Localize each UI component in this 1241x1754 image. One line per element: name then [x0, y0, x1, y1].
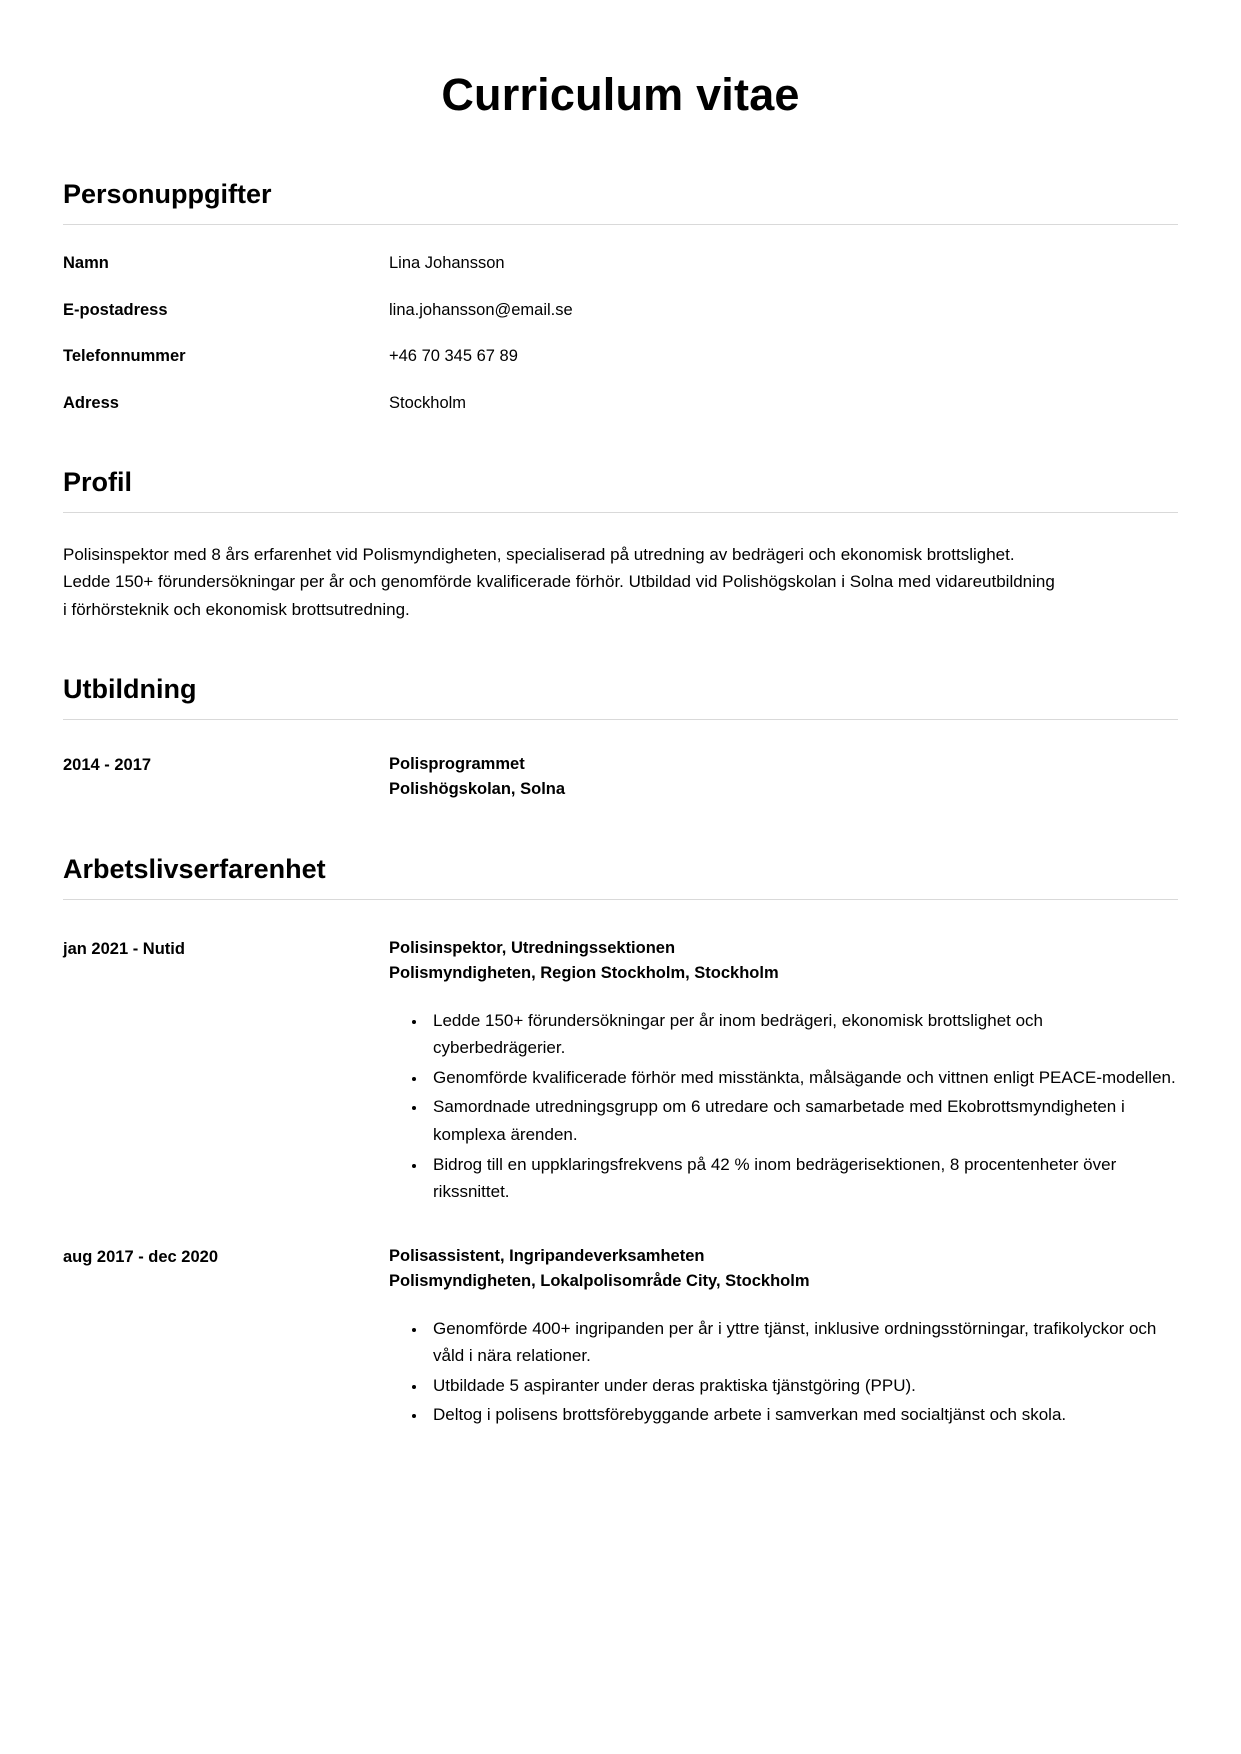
- section-divider: [63, 224, 1178, 225]
- entry-institution: Polishögskolan, Solna: [389, 780, 566, 799]
- entry-date: jan 2021 - Nutid: [63, 939, 185, 958]
- section-profile: [63, 466, 1178, 623]
- entry-body: [389, 1244, 1178, 1431]
- entry-body: [389, 936, 1178, 1208]
- list-item: • Samordnade utredningsgrupp om 6 utredare och samarbetade med Ekobrottsmyndigheten i komplexa ärenden.: [427, 1093, 1178, 1148]
- detail-value: Stockholm: [389, 394, 467, 412]
- entry-title: Polisprogrammet: [389, 754, 525, 773]
- section-divider: [63, 899, 1178, 900]
- entry-date: aug 2017 - dec 2020: [63, 1247, 219, 1266]
- list-item: • Utbildade 5 aspiranter under deras praktiska tjänstgöring (PPU).: [427, 1372, 1178, 1400]
- personal-details-list: [63, 251, 1178, 416]
- section-education: [63, 673, 1178, 803]
- detail-value: Lina Johansson: [389, 253, 505, 272]
- education-entry: [63, 752, 1178, 803]
- detail-value: lina.johansson@email.se: [389, 300, 573, 319]
- detail-label: Adress: [63, 394, 119, 412]
- entry-employer: Polismyndigheten, Lokalpolisområde City, Stockholm: [389, 1272, 810, 1291]
- page-title: Curriculum vitae: [441, 69, 800, 120]
- section-heading-education: Utbildning: [63, 674, 197, 705]
- list-item: • Genomförde 400+ ingripanden per år i yttre tjänst, inklusive ordningsstörningar, trafikolyckor och våld i nära relationer.: [427, 1315, 1178, 1370]
- section-heading-experience: Arbetslivserfarenhet: [63, 853, 326, 884]
- section-experience: [63, 853, 1178, 1431]
- list-item: • Ledde 150+ förundersökningar per år inom bedrägeri, ekonomisk brottslighet och cyberbedrägerier.: [427, 1007, 1178, 1062]
- detail-row-email: [63, 298, 1178, 323]
- section-divider: [63, 719, 1178, 720]
- list-item: • Bidrog till en uppklaringsfrekvens på 42 % inom bedrägerisektionen, 8 procentenheter över rikssnittet.: [427, 1151, 1178, 1206]
- detail-row-phone: [63, 344, 1178, 369]
- entry-employer: Polismyndigheten, Region Stockholm, Stockholm: [389, 964, 779, 983]
- entry-bullet-list: [389, 1007, 1178, 1206]
- entry-date: 2014 - 2017: [63, 755, 152, 774]
- section-heading-personal: Personuppgifter: [63, 179, 272, 209]
- detail-row-name: [63, 251, 1178, 276]
- entry-title: Polisinspektor, Utredningssektionen: [389, 938, 676, 957]
- profile-paragraph: Polisinspektor med 8 års erfarenhet vid Polismyndigheten, specialiserad på utredning av bedrägeri och ekonomisk brottslighet. Ledde 150+ förundersökningar per år och genomförde kvalificerade förhör. Utbildad vid Polishögskolan i Solna med vidareutbildning i förhörsteknik och ekonomisk brottsutredning.: [63, 544, 1055, 619]
- experience-entry: [63, 936, 1178, 1208]
- experience-entry: [63, 1244, 1178, 1431]
- section-divider: [63, 512, 1178, 513]
- list-item: • Deltog i polisens brottsförebyggande arbete i samverkan med socialtjänst och skola.: [427, 1401, 1178, 1429]
- detail-row-address: [63, 391, 1178, 416]
- detail-value: +46 70 345 67 89: [389, 347, 518, 366]
- section-heading-profile: Profil: [63, 466, 133, 497]
- entry-title: Polisassistent, Ingripandeverksamheten: [389, 1246, 705, 1265]
- detail-label: E-postadress: [63, 300, 168, 319]
- detail-label: Telefonnummer: [63, 347, 186, 366]
- section-personal-details: [63, 178, 1178, 416]
- list-item: • Genomförde kvalificerade förhör med misstänkta, målsägande och vittnen enligt PEACE-modellen.: [427, 1064, 1178, 1092]
- entry-body: [389, 752, 1178, 803]
- entry-bullet-list: [389, 1315, 1178, 1429]
- detail-label: Namn: [63, 253, 109, 272]
